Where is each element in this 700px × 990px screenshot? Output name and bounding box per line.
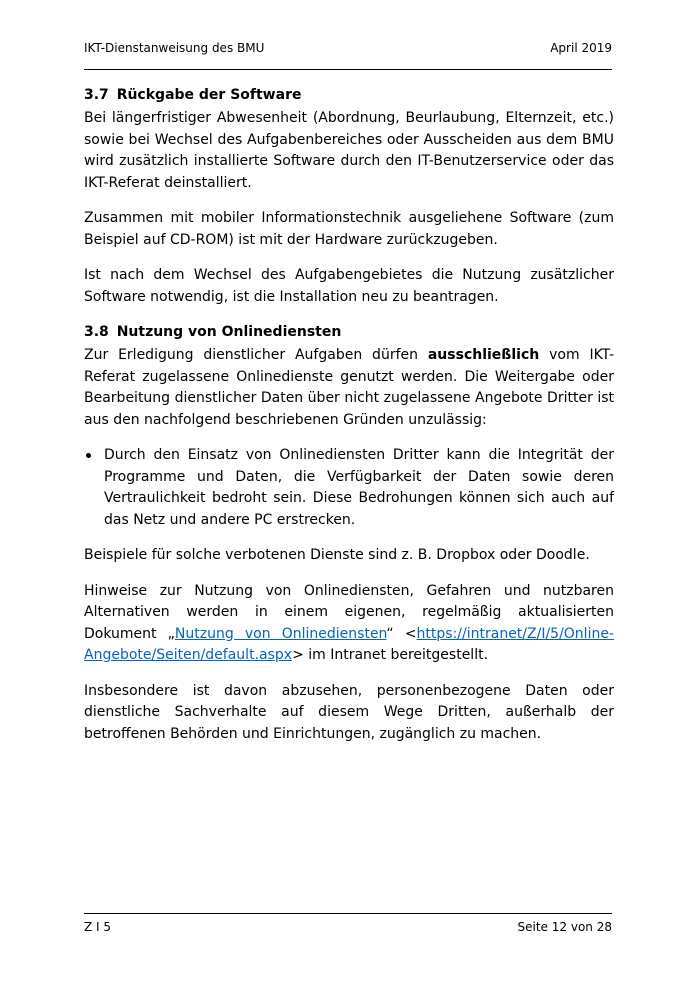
section-title: Nutzung von Onlinediensten — [116, 324, 342, 340]
text-run: Hinweise zur Nutzung von Onlinediensten, Gefahren und nutzbaren Alternativen werden in einem eigenen, regelmäßig aktualisierten Dokument — [84, 582, 614, 642]
section-number: 3.7 — [84, 87, 109, 103]
footer-divider — [84, 913, 612, 914]
page-header — [84, 40, 612, 56]
text-run: > im Intranet bereitgestellt. — [292, 647, 489, 663]
text-run: “ < — [386, 625, 417, 642]
intranet-url-link[interactable]: https://intranet/Z/I/5/Online-Angebote/Seiten/default.aspx — [84, 625, 614, 663]
paragraph: Zusammen mit mobiler Informationstechnik ausgeliehene Software (zum Beispiel auf CD-ROM) ist mit der Hardware zurückzugeben. — [84, 210, 614, 248]
paragraph: Bei längerfristiger Abwesenheit (Abordnung, Beurlaubung, Elternzeit, etc.) sowie bei Wechsel des Aufgabenbereiches oder Ausscheiden aus dem BMU wird zusätzlich installierte Software durch den IT-Benutzerservice oder das IKT-Referat deinstalliert. — [84, 110, 614, 191]
list-item-text: Durch den Einsatz von Onlinediensten Dritter kann die Integrität der Programme und Daten, die Verfügbarkeit der Daten sowie deren Vertraulichkeit bedroht sein. Diese Bedrohungen können sich auch auf das Netz und andere PC erstrecken. — [104, 447, 614, 528]
header-date: April 2019 — [550, 41, 612, 55]
footer-unit: Z I 5 — [84, 920, 112, 934]
list-item — [84, 445, 614, 531]
section-number: 3.8 — [84, 324, 109, 340]
text-run: Zur Erledigung dienstlicher Aufgaben dürfen — [84, 347, 428, 363]
text-run: „ — [167, 625, 175, 642]
page-number: Seite 12 von 28 — [517, 920, 612, 934]
document-body — [84, 85, 614, 759]
document-link[interactable]: Nutzung von Onlinediensten — [174, 625, 387, 642]
header-document-title: IKT-Dienstanweisung des BMU — [84, 41, 265, 55]
header-divider — [84, 69, 612, 70]
paragraph: Insbesondere ist davon abzusehen, personenbezogene Daten oder dienstliche Sachverhalte auf diesem Wege Dritten, außerhalb der betroffenen Behörden und Einrichtungen, zugänglich zu machen. — [84, 682, 614, 742]
paragraph — [84, 345, 614, 431]
paragraph: Beispiele für solche verbotenen Dienste sind z. B. Dropbox oder Doodle. — [84, 547, 590, 563]
bullet-list — [84, 445, 614, 531]
paragraph — [84, 581, 614, 667]
page-footer — [84, 919, 612, 935]
section-heading-3-7 — [84, 85, 614, 106]
section-title: Rückgabe der Software — [116, 87, 302, 103]
emphasis-text: ausschließlich — [427, 347, 540, 363]
section-heading-3-8 — [84, 322, 614, 343]
text-run: vom IKT-Referat zugelassene Onlinedienste genutzt werden. Die Weitergabe oder Bearbeitung dienstlicher Daten über nicht zugelassene Angebote Dritter ist aus den nachfolgend beschriebenen Gründen unzulässig: — [84, 347, 614, 428]
paragraph: Ist nach dem Wechsel des Aufgabengebietes die Nutzung zusätzlicher Software notwendig, ist die Installation neu zu beantragen. — [84, 267, 614, 305]
bullet-icon — [86, 453, 91, 458]
